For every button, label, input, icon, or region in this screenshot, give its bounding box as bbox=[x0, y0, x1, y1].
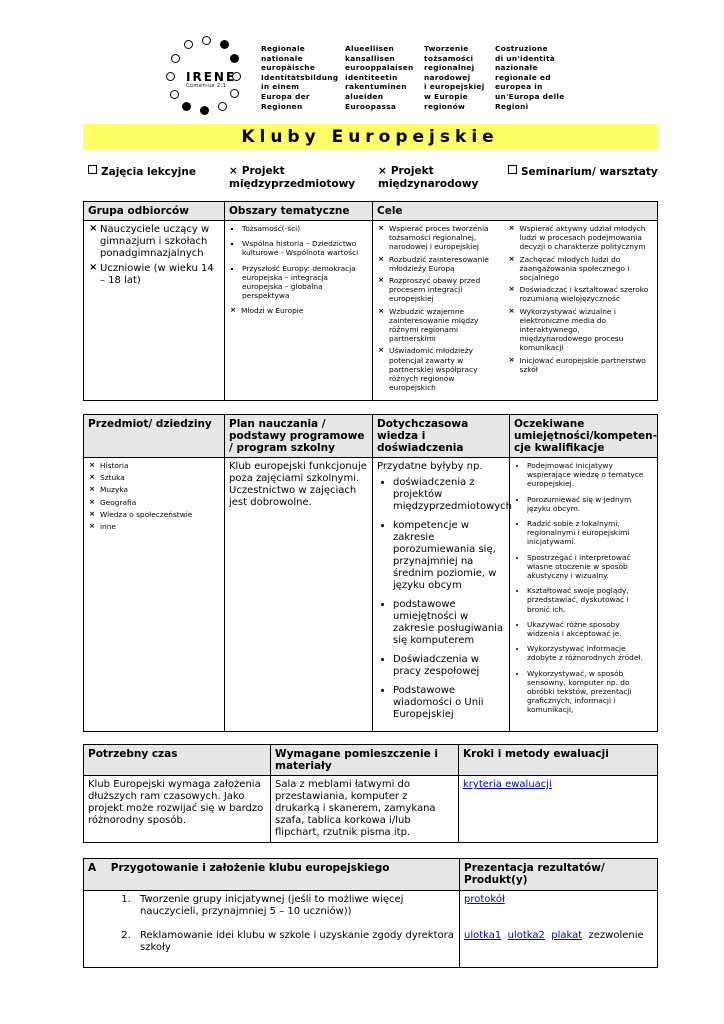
list-item: × Uczniowie (w wieku 14 – 18 lat) bbox=[88, 263, 220, 287]
cell-goals-b bbox=[504, 221, 658, 401]
table-goals bbox=[83, 201, 658, 401]
header-subjects: Przedmiot/ dziedziny bbox=[84, 415, 225, 458]
cell-step-2 bbox=[84, 927, 460, 967]
list-item: • Porozumiewać się w jednym języku obcym. bbox=[527, 495, 653, 513]
table-steps bbox=[83, 858, 658, 968]
list-item: × Historia bbox=[88, 461, 220, 470]
list-item: • kompetencje w zakresie porozumiewania się, przynajmniej na średnim poziomie, w języku obcym bbox=[393, 520, 505, 592]
list-item: × Młodzi w Europie bbox=[229, 306, 368, 315]
table-resources bbox=[83, 744, 658, 843]
list-item: 2. Reklamowanie idei klubu w szkole i uzyskanie zgody dyrektora szkoły bbox=[134, 930, 455, 954]
cell-skills bbox=[510, 458, 658, 732]
header-target-group: Grupa odbiorców bbox=[84, 202, 225, 221]
list-item: × Wykorzystywać wizualne i elektroniczne media do interaktywnego, międzynarodowego procesu komunikacji bbox=[508, 307, 654, 353]
evaluation-criteria-link[interactable]: kryteria ewaluacji bbox=[463, 779, 552, 790]
header-knowledge: Dotychczasowa wiedza i doświadczenia bbox=[373, 415, 510, 458]
cell-step-1-result bbox=[460, 891, 658, 928]
cell-room: Sala z meblami łatwymi do przestawiania, komputer z drukarką i skanerem, zamykana szafa, tablica korkowa i/lub flipchart, rzutnik pisma itp. bbox=[271, 776, 459, 843]
list-item: • Wykorzystywać informacje zdobyte z różnorodnych źródeł. bbox=[527, 644, 653, 662]
header-col-de: Regionale nationale europäische Identitätsbildung in einem Europa der Regionen bbox=[261, 44, 339, 111]
cell-knowledge bbox=[373, 458, 513, 732]
list-item: • Doświadczenia w pracy zespołowej bbox=[393, 654, 505, 678]
list-item: × Wspierać aktywny udział młodych ludzi w procesach podejmowania decyzji o charakterze politycznym bbox=[508, 224, 654, 252]
logo-dot bbox=[218, 102, 227, 111]
permission-text: zezwolenie bbox=[588, 930, 644, 941]
list-item: • Kształtować swoje poglądy, przedstawiać, dyskutować i bronić ich. bbox=[527, 586, 653, 614]
table-curriculum bbox=[83, 414, 658, 732]
checkbox-icon bbox=[508, 165, 517, 174]
list-item: × inne bbox=[88, 522, 220, 531]
header-time: Potrzebny czas bbox=[84, 745, 271, 776]
logo-dot bbox=[220, 40, 229, 49]
list-item: × Nauczyciele uczący w gimnazjum i szkołach ponadgimnazjalnych bbox=[88, 224, 220, 260]
logo-dot bbox=[184, 40, 193, 49]
logo-dot bbox=[230, 89, 239, 98]
header-evaluation: Kroki i metody ewaluacji bbox=[459, 745, 658, 776]
logo-dot bbox=[166, 72, 175, 81]
poster-link[interactable]: plakat bbox=[551, 930, 583, 941]
cross-mark-icon: × bbox=[378, 165, 387, 177]
header-room: Wymagane pomieszczenie i materiały bbox=[271, 745, 459, 776]
protocol-link[interactable]: protokół bbox=[464, 894, 505, 905]
logo-dot bbox=[230, 54, 239, 63]
header-results: Prezentacja rezultatów/ Produkt(y) bbox=[460, 859, 658, 891]
logo-dot bbox=[182, 102, 191, 111]
cell-themes bbox=[225, 221, 373, 401]
list-item: × Muzyka bbox=[88, 485, 220, 494]
logo-dot bbox=[200, 106, 209, 115]
logo-dot bbox=[202, 36, 211, 45]
list-item: ▪ Przyszłość Europy: demokracja europejska – integracja europejska – globalna perspektywa bbox=[242, 264, 368, 301]
cross-mark-icon: × bbox=[229, 165, 238, 177]
leaflet1-link[interactable]: ulotka1 bbox=[464, 930, 502, 941]
list-item: × Doświadczać i kształtować szeroko rozumianą wielojęzyczność bbox=[508, 285, 654, 303]
cell-step-1 bbox=[84, 891, 460, 928]
header-step-a bbox=[84, 859, 460, 891]
list-item: • Wykorzystywać, w sposób sensowny, komputer np. do obróbki tekstów, prezentacji graficznych, informacji i komunikacji, bbox=[527, 669, 653, 715]
list-item: • Ukazywać różne sposoby widzenia i akceptować je. bbox=[527, 620, 653, 638]
option-interdisciplinary: × Projekt międzyprzedmiotowy bbox=[229, 165, 356, 190]
list-item: × Wspierać proces tworzenia tożsamości regionalnej, narodowej i europejskiej bbox=[377, 224, 500, 252]
list-item: • podstawowe umiejętności w zakresie posługiwania się komputerem bbox=[393, 599, 505, 647]
list-item: × Geografia bbox=[88, 498, 220, 507]
header-themes: Obszary tematyczne bbox=[225, 202, 373, 221]
list-item: × Rozbudzić zainteresowanie młodzieży Europą bbox=[377, 255, 500, 273]
title-banner bbox=[83, 124, 657, 150]
list-item: • Podstawowe wiadomości o Unii Europejskiej bbox=[393, 685, 505, 721]
header-plan: Plan nauczania / podstawy programowe / program szkolny bbox=[225, 415, 373, 458]
logo-dot bbox=[170, 90, 179, 99]
header-goals: Cele bbox=[373, 202, 658, 221]
list-item: ▪ Wspólna historia – Dziedzictwo kulturowe - Wspólnota wartości bbox=[242, 239, 368, 257]
option-seminar: Seminarium/ warsztaty bbox=[508, 165, 658, 179]
logo-subtitle: Comenius 2.1 bbox=[186, 83, 227, 89]
leaflet2-link[interactable]: ulotka2 bbox=[507, 930, 545, 941]
list-item: 1. Tworzenie grupy inicjatywnej (jeśli to możliwe więcej nauczycieli, przynajmniej 5 – 10 uczniów)) bbox=[134, 894, 455, 918]
cell-time: Klub Europejski wymaga założenia dłuższych ram czasowych. Jako projekt może rozwijać się w bardzo różnorodny sposób. bbox=[84, 776, 271, 843]
list-item: ▪ Tożsamość(-ści) bbox=[242, 224, 368, 233]
list-item: × Inicjować europejskie partnerstwo szkół bbox=[508, 356, 654, 374]
step-letter: A bbox=[88, 862, 97, 874]
option-international: × Projekt międzynarodowy bbox=[378, 165, 479, 190]
list-item: × Rozproszyć obawy przed procesem integracji europejskiej bbox=[377, 276, 500, 304]
list-item: × Zachęcać młodych ludzi do zaangażowania społecznego i socjalnego bbox=[508, 255, 654, 283]
list-item: • Podejmować inicjatywy wspierające wiedzę o tematyce europejskiej. bbox=[527, 461, 653, 489]
list-item: × Sztuka bbox=[88, 473, 220, 482]
cell-evaluation bbox=[459, 776, 658, 843]
cell-subjects bbox=[84, 458, 225, 732]
list-item: × Wzbudzić wzajemne zainteresowanie między różnymi regionami partnerskimi bbox=[377, 307, 500, 344]
logo-name: IRENE bbox=[186, 70, 237, 84]
cell-plan: Klub europejski funkcjonuje poza zajęciami szkolnymi. Uczestnictwo w zajęciach jest dobrowolne. bbox=[225, 458, 373, 732]
cell-step-2-result bbox=[460, 927, 658, 967]
list-item: × Uświadomić młodzieży potencjał zawarty w partnerskiej współpracy różnych regionów europejskich bbox=[377, 346, 500, 392]
checkbox-icon bbox=[88, 165, 97, 174]
header-skills: Oczekiwane umiejętności/kompeten-cje kwalifikacje bbox=[510, 415, 658, 458]
step-heading: Przygotowanie i założenie klubu europejskiego bbox=[110, 862, 390, 874]
list-item: × Wiedza o społeczeństwie bbox=[88, 510, 220, 519]
page-title: Kluby Europejskie bbox=[241, 127, 499, 147]
logo-dot bbox=[171, 54, 180, 63]
option-lessons: Zajęcia lekcyjne bbox=[88, 165, 196, 179]
list-item: • Spostrzegać i interpretować własne otoczenie w sposób akustyczny i wizualny. bbox=[527, 553, 653, 581]
header-col-pl: Tworzenie tożsamości regionalnej narodowej i europejskiej w Europie regionów bbox=[424, 44, 485, 111]
knowledge-intro: Przydatne byłyby np. bbox=[377, 461, 483, 472]
list-item: • Radzić sobie z lokalnymi, regionalnymi i europejskimi inicjatywami. bbox=[527, 519, 653, 547]
list-item: • doświadczenia z projektów międzyprzedmiotowych bbox=[393, 477, 505, 513]
cell-target-group bbox=[84, 221, 225, 401]
header-col-it: Costruzione di un'identità nazionale regionale ed europea in un'Europa delle Regioni bbox=[495, 44, 565, 111]
header-col-fi: Alueellisen kansallisen eurooppalaisen identiteetin rakentuminen alueiden Euroopassa bbox=[345, 44, 414, 111]
cell-goals-a bbox=[373, 221, 504, 401]
